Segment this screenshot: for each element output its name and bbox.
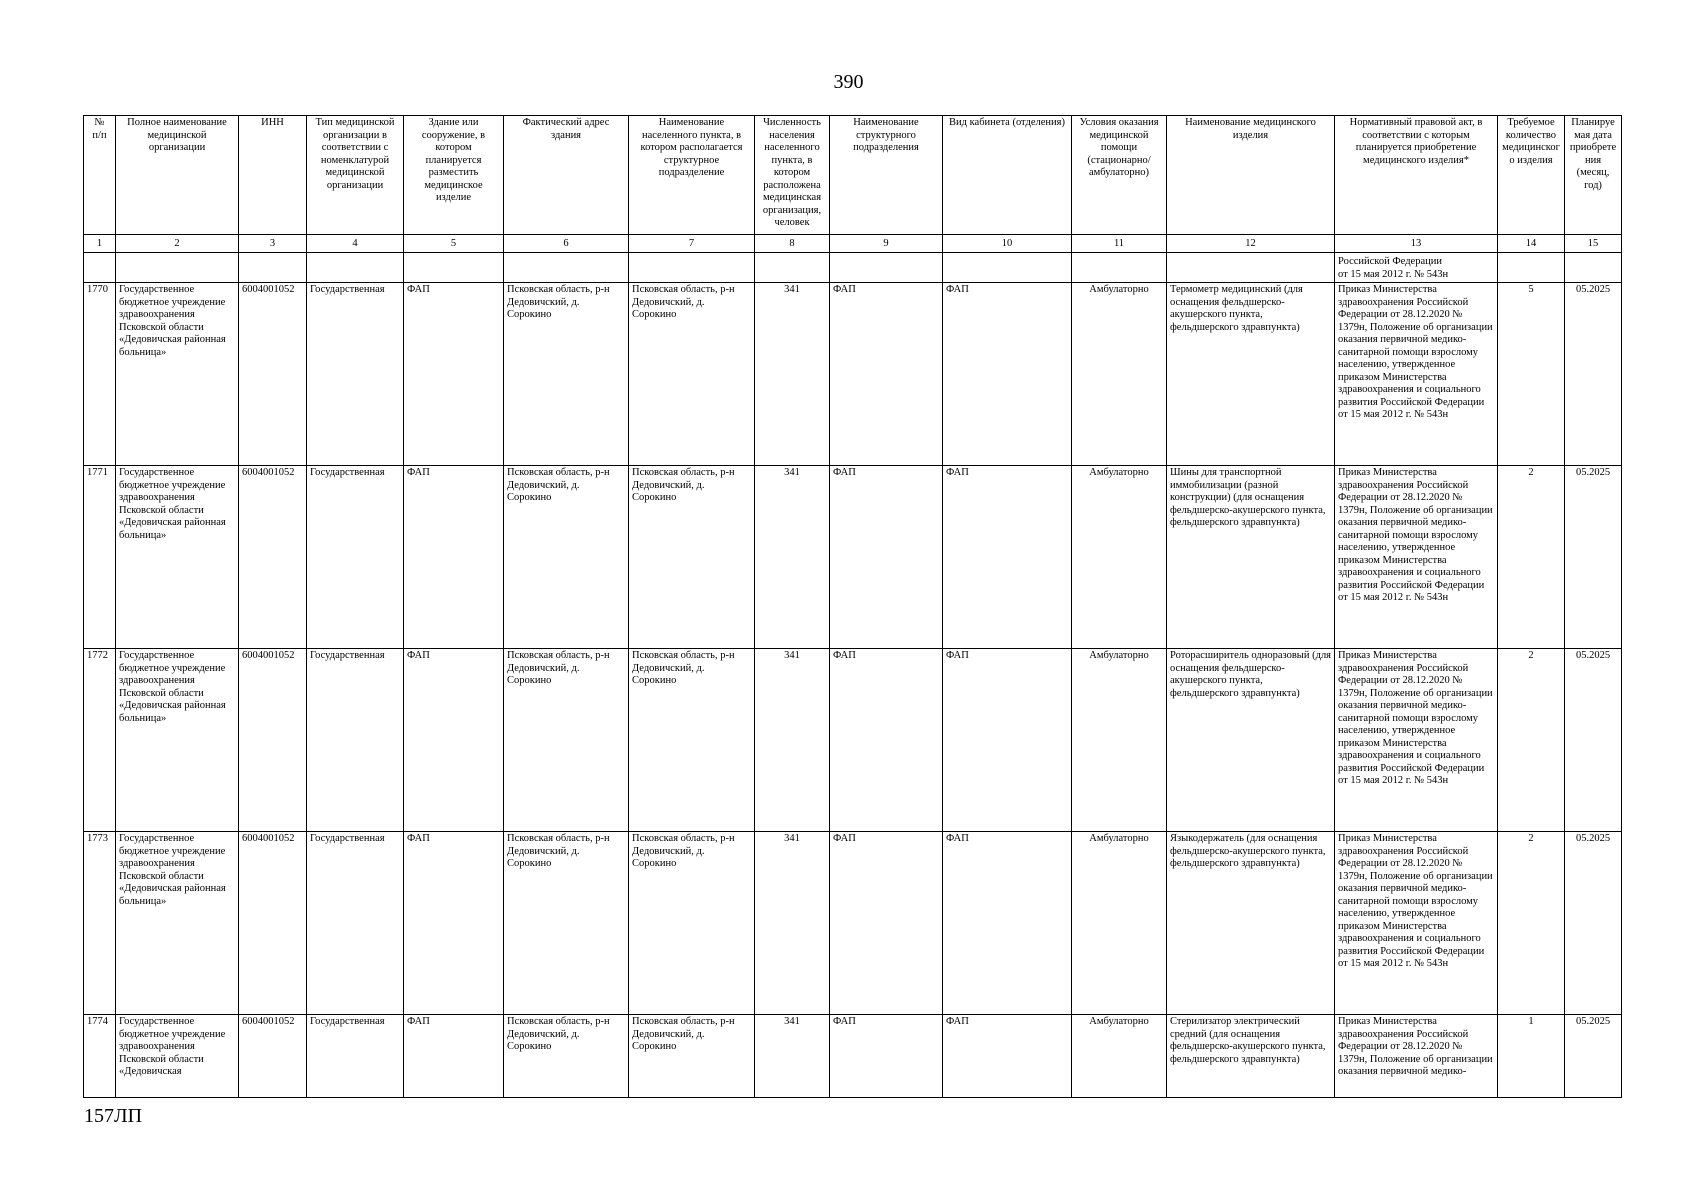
device-name: Роторасширитель одноразовый (для оснащения фельдшерско-акушерского пункта, фельдшерского здравпункта) xyxy=(1167,649,1335,832)
structural-unit: ФАП xyxy=(830,832,943,1015)
medical-devices-table xyxy=(83,115,1622,1098)
building: ФАП xyxy=(404,1015,504,1098)
address: Псковская область, р-н Дедовичский, д. Сорокино xyxy=(504,466,629,649)
page-number: 390 xyxy=(833,71,864,93)
building: ФАП xyxy=(404,649,504,832)
column-number: 4 xyxy=(307,235,404,253)
device-name: Стерилизатор электрический средний (для оснащения фельдшерско-акушерского пункта, фельдшерского здравпункта) xyxy=(1167,1015,1335,1098)
inn: 6004001052 xyxy=(239,649,307,832)
purchase-date: 05.2025 xyxy=(1565,649,1622,832)
locality: Псковская область, р-н Дедовичский, д. Сорокино xyxy=(629,649,755,832)
structural-unit: ФАП xyxy=(830,283,943,466)
locality: Псковская область, р-н Дедовичский, д. Сорокино xyxy=(629,283,755,466)
locality: Псковская область, р-н Дедовичский, д. Сорокино xyxy=(629,1015,755,1098)
document-code: 157ЛП xyxy=(84,1105,143,1127)
column-number: 12 xyxy=(1167,235,1335,253)
org-type: Государственная xyxy=(307,466,404,649)
building: ФАП xyxy=(404,832,504,1015)
cabinet-type: ФАП xyxy=(943,466,1072,649)
header-cell: Тип медицинской организации в соответствии с номенклатурой медицинской организации xyxy=(307,116,404,235)
org-name: Государственное бюджетное учреждение здравоохранения Псковской области «Дедовичская районная больница» xyxy=(116,832,239,1015)
legal-act: Приказ Министерства здравоохранения Российской Федерации от 28.12.2020 № 1379н, Положение об организации оказания первичной медико-санитарной помощи взрослому населению, утвержденное приказом Министерства здравоохранения и социального развития Российской Федерации от 15 мая 2012 г. № 543н xyxy=(1335,466,1498,649)
table-row xyxy=(84,832,1622,1015)
header-row xyxy=(84,116,1622,235)
quantity: 1 xyxy=(1498,1015,1565,1098)
building: ФАП xyxy=(404,283,504,466)
column-number: 7 xyxy=(629,235,755,253)
header-cell: Численность населения населенного пункта, в котором расположена медицинская организация, человек xyxy=(755,116,830,235)
structural-unit: ФАП xyxy=(830,1015,943,1098)
locality: Псковская область, р-н Дедовичский, д. Сорокино xyxy=(629,832,755,1015)
column-number: 15 xyxy=(1565,235,1622,253)
column-number: 10 xyxy=(943,235,1072,253)
structural-unit: ФАП xyxy=(830,466,943,649)
address: Псковская область, р-н Дедовичский, д. Сорокино xyxy=(504,832,629,1015)
device-name: Термометр медицинский (для оснащения фельдшерско-акушерского пункта, фельдшерского здравпункта) xyxy=(1167,283,1335,466)
population: 341 xyxy=(755,1015,830,1098)
care-conditions: Амбулаторно xyxy=(1072,283,1167,466)
column-number: 13 xyxy=(1335,235,1498,253)
cabinet-type: ФАП xyxy=(943,283,1072,466)
care-conditions: Амбулаторно xyxy=(1072,466,1167,649)
population: 341 xyxy=(755,283,830,466)
population: 341 xyxy=(755,649,830,832)
inn: 6004001052 xyxy=(239,466,307,649)
population: 341 xyxy=(755,466,830,649)
header-cell: Фактический адрес здания xyxy=(504,116,629,235)
act-continuation-text: Российской Федерации от 15 мая 2012 г. № 543н xyxy=(1338,256,1449,280)
column-number: 8 xyxy=(755,235,830,253)
row-number: 1773 xyxy=(84,832,116,1015)
row-number: 1770 xyxy=(84,283,116,466)
legal-act: Приказ Министерства здравоохранения Российской Федерации от 28.12.2020 № 1379н, Положение об организации оказания первичной медико- xyxy=(1338,1016,1493,1077)
row-number: 1771 xyxy=(84,466,116,649)
header-cell: Вид кабинета (отделения) xyxy=(943,116,1072,235)
purchase-date: 05.2025 xyxy=(1565,283,1622,466)
column-number: 2 xyxy=(116,235,239,253)
building: ФАП xyxy=(404,466,504,649)
address: Псковская область, р-н Дедовичский, д. Сорокино xyxy=(504,1015,629,1098)
inn: 6004001052 xyxy=(239,283,307,466)
cabinet-type: ФАП xyxy=(943,1015,1072,1098)
legal-act: Приказ Министерства здравоохранения Российской Федерации от 28.12.2020 № 1379н, Положение об организации оказания первичной медико-санитарной помощи взрослому населению, утвержденное приказом Министерства здравоохранения и социального развития Российской Федерации от 15 мая 2012 г. № 543н xyxy=(1335,832,1498,1015)
table-row xyxy=(84,466,1622,649)
org-type: Государственная xyxy=(307,1015,404,1098)
table-row xyxy=(84,1015,1622,1098)
purchase-date: 05.2025 xyxy=(1565,832,1622,1015)
org-name: Государственное бюджетное учреждение здравоохранения Псковской области «Дедовичская районная больница» xyxy=(116,466,239,649)
org-name: Государственное бюджетное учреждение здравоохранения Псковской области «Дедовичская районная больница» xyxy=(116,283,239,466)
header-cell: Здание или сооружение, в котором планируется разместить медицинское изделие xyxy=(404,116,504,235)
quantity: 2 xyxy=(1498,832,1565,1015)
care-conditions: Амбулаторно xyxy=(1072,1015,1167,1098)
care-conditions: Амбулаторно xyxy=(1072,832,1167,1015)
legal-act: Приказ Министерства здравоохранения Российской Федерации от 28.12.2020 № 1379н, Положение об организации оказания первичной медико-санитарной помощи взрослому населению, утвержденное приказом Министерства здравоохранения и социального развития Российской Федерации от 15 мая 2012 г. № 543н xyxy=(1335,649,1498,832)
org-type: Государственная xyxy=(307,832,404,1015)
header-cell: Наименование структурного подразделения xyxy=(830,116,943,235)
purchase-date: 05.2025 xyxy=(1565,466,1622,649)
address: Псковская область, р-н Дедовичский, д. Сорокино xyxy=(504,649,629,832)
header-cell: № п/п xyxy=(84,116,116,235)
header-cell: Условия оказания медицинской помощи (стационарно/ амбулаторно) xyxy=(1072,116,1167,235)
org-name: Государственное бюджетное учреждение здравоохранения Псковской области «Дедовичская xyxy=(119,1016,226,1077)
org-type: Государственная xyxy=(307,283,404,466)
org-name: Государственное бюджетное учреждение здравоохранения Псковской области «Дедовичская районная больница» xyxy=(116,649,239,832)
column-number: 1 xyxy=(84,235,116,253)
inn: 6004001052 xyxy=(239,832,307,1015)
header-cell: Наименование медицинского изделия xyxy=(1167,116,1335,235)
quantity: 2 xyxy=(1498,466,1565,649)
quantity: 5 xyxy=(1498,283,1565,466)
header-cell: Планируемая дата приобретения (месяц, год) xyxy=(1565,116,1622,235)
column-number: 11 xyxy=(1072,235,1167,253)
column-number: 3 xyxy=(239,235,307,253)
column-number: 9 xyxy=(830,235,943,253)
population: 341 xyxy=(755,832,830,1015)
table-row xyxy=(84,283,1622,466)
org-type: Государственная xyxy=(307,649,404,832)
header-cell: Полное наименование медицинской организации xyxy=(116,116,239,235)
device-name: Шины для транспортной иммобилизации (разной конструкции) (для оснащения фельдшерско-акушерского пункта, фельдшерского здравпункта) xyxy=(1167,466,1335,649)
structural-unit: ФАП xyxy=(830,649,943,832)
care-conditions: Амбулаторно xyxy=(1072,649,1167,832)
locality: Псковская область, р-н Дедовичский, д. Сорокино xyxy=(629,466,755,649)
row-number: 1772 xyxy=(84,649,116,832)
column-number-row xyxy=(84,235,1622,253)
header-cell: ИНН xyxy=(239,116,307,235)
header-cell: Нормативный правовой акт, в соответствии с которым планируется приобретение медицинского изделия* xyxy=(1335,116,1498,235)
header-cell: Наименование населенного пункта, в котором располагается структурное подразделение xyxy=(629,116,755,235)
header-cell: Требуемое количество медицинского изделия xyxy=(1498,116,1565,235)
quantity: 2 xyxy=(1498,649,1565,832)
device-name: Языкодержатель (для оснащения фельдшерско-акушерского пункта, фельдшерского здравпункта) xyxy=(1167,832,1335,1015)
cabinet-type: ФАП xyxy=(943,649,1072,832)
address: Псковская область, р-н Дедовичский, д. Сорокино xyxy=(504,283,629,466)
row-number: 1774 xyxy=(84,1015,116,1098)
table-row xyxy=(84,649,1622,832)
column-number: 5 xyxy=(404,235,504,253)
column-number: 6 xyxy=(504,235,629,253)
column-number: 14 xyxy=(1498,235,1565,253)
purchase-date: 05.2025 xyxy=(1565,1015,1622,1098)
continuation-row xyxy=(84,253,1622,283)
legal-act: Приказ Министерства здравоохранения Российской Федерации от 28.12.2020 № 1379н, Положение об организации оказания первичной медико-санитарной помощи взрослому населению, утвержденное приказом Министерства здравоохранения и социального развития Российской Федерации от 15 мая 2012 г. № 543н xyxy=(1335,283,1498,466)
cabinet-type: ФАП xyxy=(943,832,1072,1015)
inn: 6004001052 xyxy=(239,1015,307,1098)
